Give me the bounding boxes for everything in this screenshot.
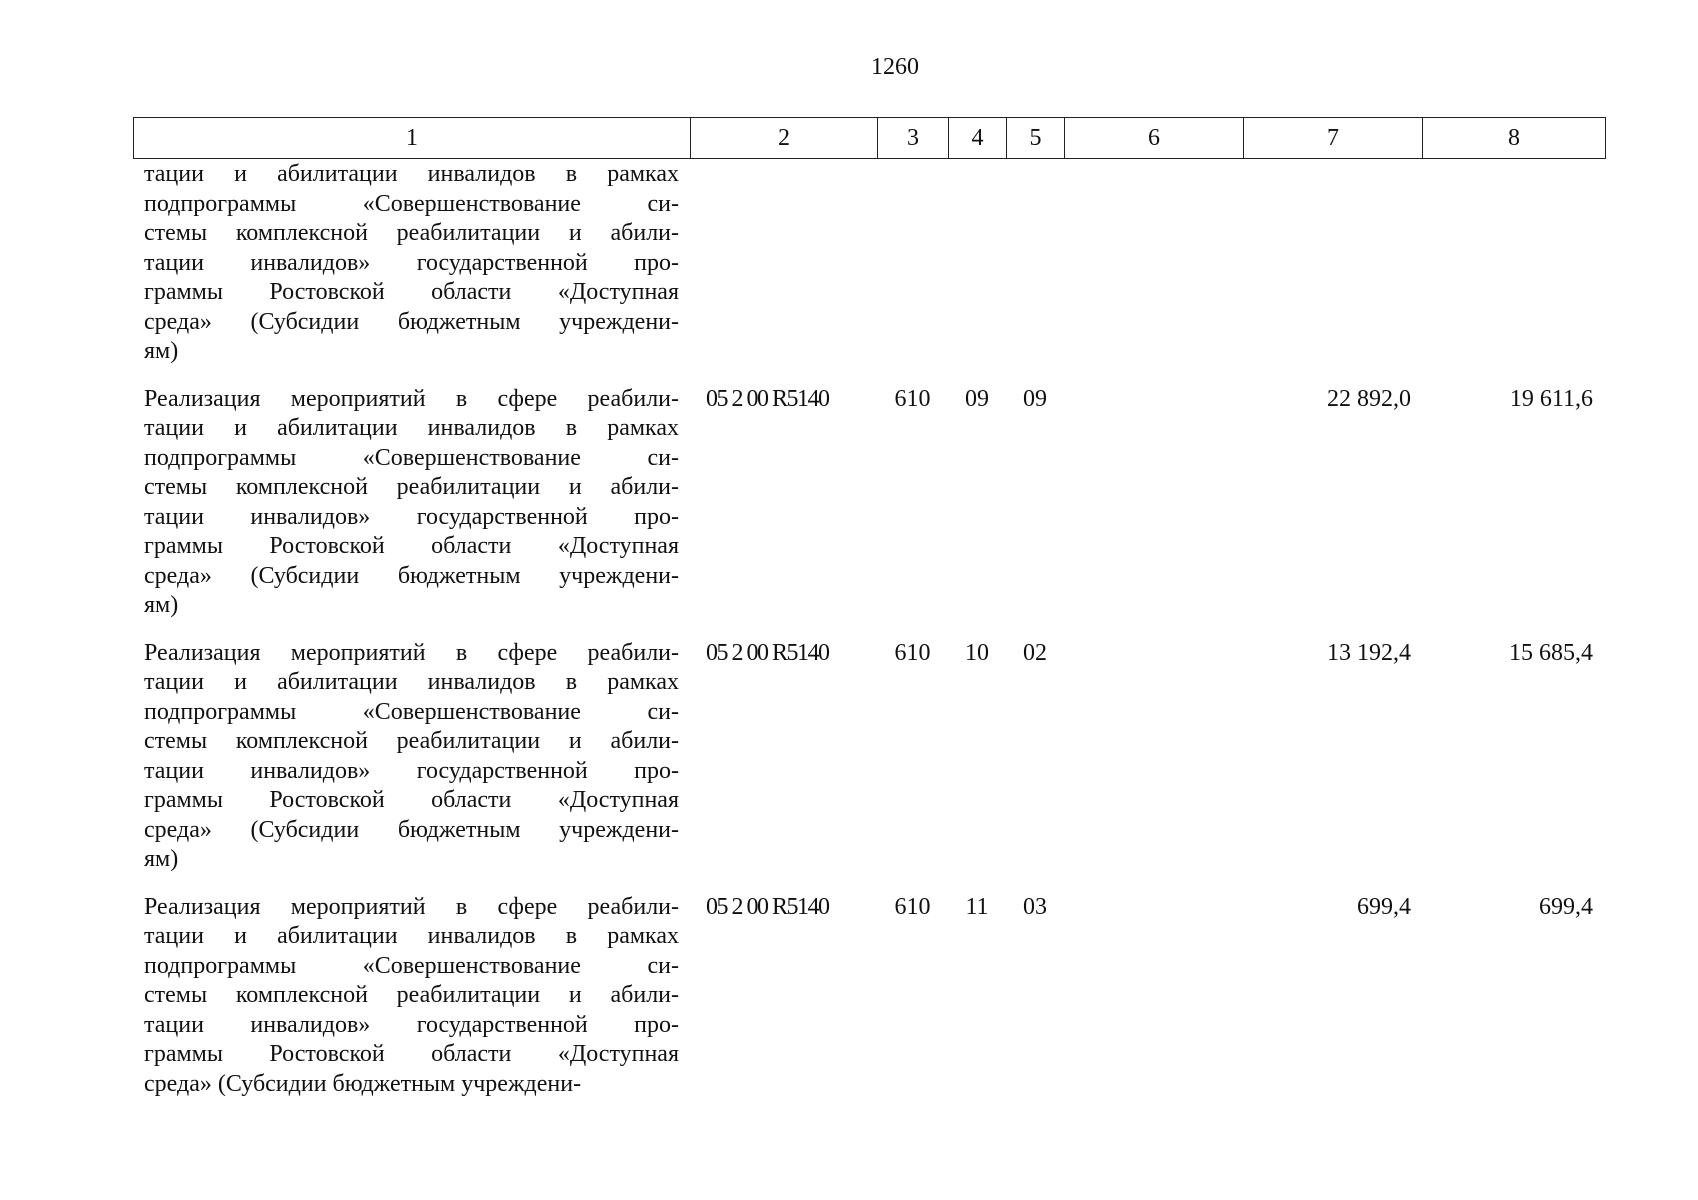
table-row — [133, 160, 1606, 367]
description-line: подпрограммы «Совершенствование си- — [144, 444, 679, 471]
row-value-col7: 699,4 — [1357, 893, 1411, 920]
row-value-col8 — [1422, 160, 1604, 367]
row-value-col7: 22 892,0 — [1327, 385, 1411, 412]
row-subsection — [1006, 160, 1064, 367]
description-line: ям) — [144, 592, 179, 618]
row-expense-type: 610 — [894, 639, 931, 666]
description-line: граммы Ростовской области «Доступная — [144, 279, 679, 305]
column-header-1: 1 — [134, 118, 691, 158]
description-line: Реализация мероприятий в сфере реабили- — [144, 893, 679, 920]
description-line: стемы комплексной реабилитации и абили- — [144, 728, 679, 754]
description-line: среда» (Субсидии бюджетным учреждени- — [144, 816, 679, 843]
description-line: Реализация мероприятий в сфере реабили- — [144, 385, 679, 412]
table-body — [133, 160, 1606, 1099]
column-header-4: 4 — [949, 118, 1007, 158]
row-section: 09 — [965, 385, 989, 412]
row-value-col8: 699,4 — [1539, 893, 1593, 920]
page-number: 1260 — [871, 54, 919, 80]
description-line: среда» (Субсидии бюджетным учреждени- — [144, 562, 679, 589]
row-description — [133, 385, 690, 621]
row-value-col6 — [1064, 639, 1243, 875]
column-header-3: 3 — [878, 118, 949, 158]
description-line: подпрограммы «Совершенствование си- — [144, 698, 679, 725]
description-line: тации инвалидов» государственной про- — [144, 503, 679, 530]
description-line: граммы Ростовской области «Доступная — [144, 533, 679, 559]
description-line: ям) — [144, 338, 179, 364]
row-value-col7: 13 192,4 — [1327, 639, 1411, 666]
row-description — [133, 893, 690, 1100]
row-subsection: 03 — [1023, 893, 1047, 920]
row-section — [948, 160, 1006, 367]
row-expense-type: 610 — [894, 893, 931, 920]
description-line: тации и абилитации инвалидов в рамках — [144, 923, 679, 949]
row-target-code — [690, 160, 877, 367]
row-expense-type — [877, 160, 948, 367]
row-subsection: 02 — [1023, 639, 1047, 666]
table-row — [133, 893, 1606, 1100]
column-header-8: 8 — [1508, 125, 1520, 151]
description-line: подпрограммы «Совершенствование си- — [144, 952, 679, 979]
description-line: Реализация мероприятий в сфере реабили- — [144, 639, 679, 666]
column-header-2: 2 — [691, 118, 878, 158]
table-row — [133, 385, 1606, 621]
row-subsection: 09 — [1023, 385, 1047, 412]
row-description — [133, 160, 690, 367]
row-value-col6 — [1064, 160, 1243, 367]
row-description — [133, 639, 690, 875]
description-line: стемы комплексной реабилитации и абили- — [144, 220, 679, 246]
description-line: стемы комплексной реабилитации и абили- — [144, 982, 679, 1008]
description-line: тации и абилитации инвалидов в рамках — [144, 415, 679, 441]
description-line: тации и абилитации инвалидов в рамках — [144, 669, 679, 695]
description-line: подпрограммы «Совершенствование си- — [144, 190, 679, 217]
row-section: 10 — [965, 639, 989, 666]
description-line: среда» (Субсидии бюджетным учреждени- — [144, 308, 679, 335]
row-value-col6 — [1064, 893, 1243, 1100]
description-line: тации инвалидов» государственной про- — [144, 249, 679, 276]
description-line: стемы комплексной реабилитации и абили- — [144, 474, 679, 500]
row-target-code: 05 2 00 R5140 — [706, 639, 829, 666]
description-line: среда» (Субсидии бюджетным учреждени- — [144, 1070, 582, 1097]
column-header-5: 5 — [1007, 118, 1065, 158]
description-line: граммы Ростовской области «Доступная — [144, 787, 679, 813]
description-line: граммы Ростовской области «Доступная — [144, 1041, 679, 1067]
row-value-col8: 19 611,6 — [1509, 385, 1593, 412]
row-value-col8: 15 685,4 — [1509, 639, 1593, 666]
column-header-7: 7 — [1244, 118, 1423, 158]
row-value-col7 — [1243, 160, 1422, 367]
description-line: тации инвалидов» государственной про- — [144, 757, 679, 784]
table-row — [133, 639, 1606, 875]
description-line: ям) — [144, 846, 179, 872]
row-value-col6 — [1064, 385, 1243, 621]
column-header-6: 6 — [1065, 118, 1244, 158]
row-section: 11 — [965, 893, 989, 920]
row-target-code: 05 2 00 R5140 — [706, 893, 829, 920]
row-expense-type: 610 — [894, 385, 931, 412]
description-line: тации инвалидов» государственной про- — [144, 1011, 679, 1038]
description-line: тации и абилитации инвалидов в рамках — [144, 161, 679, 187]
row-target-code: 05 2 00 R5140 — [706, 385, 829, 412]
table-header-row — [133, 117, 1606, 159]
